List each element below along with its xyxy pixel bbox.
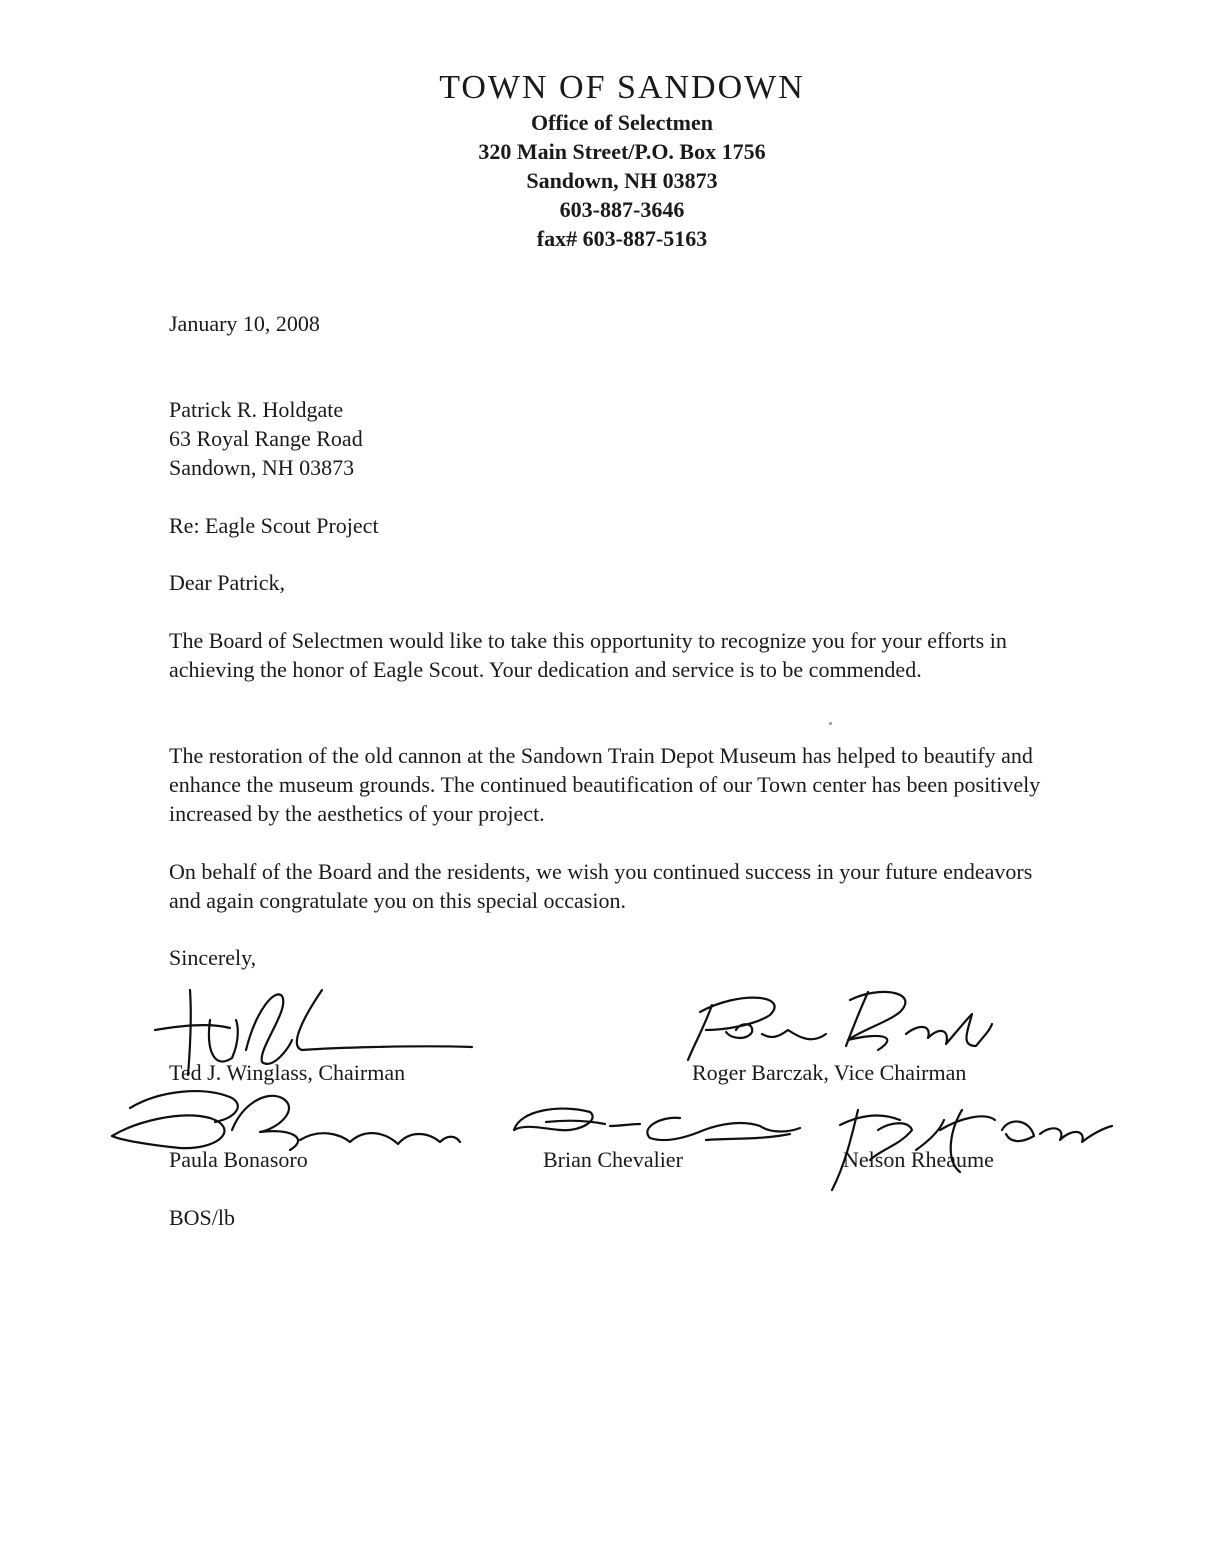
- recipient-name: Patrick R. Holdgate: [169, 397, 344, 422]
- signatory-brian-chevalier: Brian Chevalier: [543, 1147, 683, 1172]
- office-city: Sandown, NH 03873: [526, 168, 718, 193]
- body-paragraph-1: The Board of Selectmen would like to take this opportunity to recognize you for your efforts in achieving the honor of Eagle Scout. Your dedication and service is to be commended.: [169, 628, 1007, 682]
- signature-paula-bonasoro: [112, 1091, 460, 1150]
- paper-speck: [829, 722, 832, 725]
- town-name: TOWN OF SANDOWN: [439, 69, 805, 106]
- signatory-ted-winglass: Ted J. Winglass, Chairman: [169, 1060, 406, 1085]
- office-phone: 603-887-3646: [559, 197, 685, 222]
- recipient-city: Sandown, NH 03873: [169, 455, 355, 480]
- salutation: Dear Patrick,: [169, 570, 286, 595]
- signatory-nelson-rheaume: Nelson Rheaume: [843, 1147, 994, 1172]
- letterhead: [0, 68, 1224, 253]
- body-paragraph-3: On behalf of the Board and the residents, we wish you continued success in your future endeavors and again congratulate you on this special occasion.: [169, 859, 1033, 913]
- signatory-paula-bonasoro: Paula Bonasoro: [169, 1147, 308, 1172]
- office-fax: fax# 603-887-5163: [536, 226, 708, 251]
- signature-roger-barczak: [688, 992, 992, 1060]
- letter-date: January 10, 2008: [169, 311, 320, 336]
- signature-brian-chevalier: [514, 1109, 800, 1141]
- recipient-street: 63 Royal Range Road: [169, 426, 363, 451]
- typist-initials: BOS/lb: [169, 1205, 236, 1230]
- subject-line: Re: Eagle Scout Project: [169, 513, 379, 538]
- recipient-address: [169, 395, 363, 482]
- office-name: Office of Selectmen: [530, 110, 714, 135]
- office-street: 320 Main Street/P.O. Box 1756: [478, 139, 766, 164]
- closing: Sincerely,: [169, 945, 257, 970]
- signatory-roger-barczak: Roger Barczak, Vice Chairman: [692, 1060, 967, 1085]
- body-paragraph-2: The restoration of the old cannon at the Sandown Train Depot Museum has helped to beautify and enhance the museum grounds. The continued beautification of our Town center has been positively increased by the aesthetics of your project.: [169, 743, 1041, 826]
